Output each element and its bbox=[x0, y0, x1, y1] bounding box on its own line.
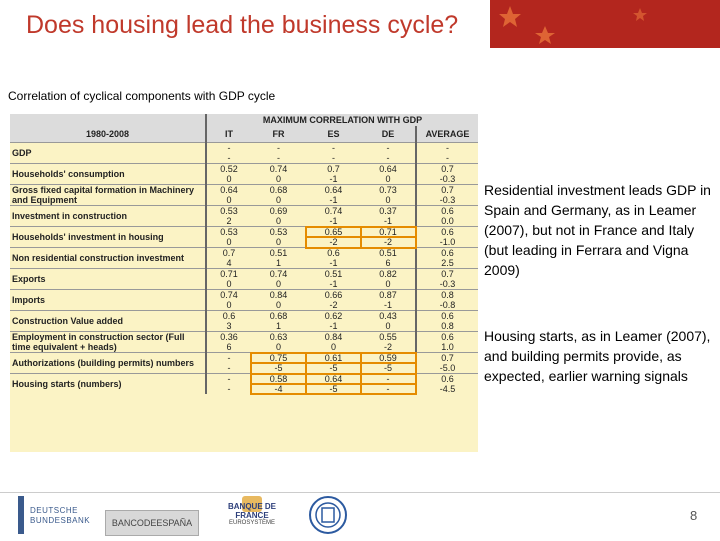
banco-de-espana-logo: BANCODEESPAÑA bbox=[105, 510, 199, 536]
correlation-cell: 0.51 bbox=[361, 248, 416, 259]
lead-lag-cell: 0 bbox=[206, 174, 251, 185]
correlation-cell: 0.84 bbox=[306, 332, 361, 343]
note-residential-investment: Residential investment leads GDP in Spain and Germany, as in Leamer (2007), but not in France and Italy (but leading in Ferrara and Vigna 2009) bbox=[484, 182, 711, 278]
banque-de-france-logo: BANQUE DE FRANCE EUROSYSTÈME bbox=[218, 496, 286, 536]
note-housing-starts: Housing starts, as in Leamer (2007), and building permits provide, as expected, earlier warning signals bbox=[484, 328, 711, 384]
lead-lag-cell: -1 bbox=[383, 216, 392, 226]
lead-lag-cell: 1 bbox=[275, 258, 281, 268]
china-flag-banner bbox=[490, 0, 720, 48]
row-label: Imports bbox=[10, 290, 206, 311]
correlation-cell: 0.71 bbox=[206, 269, 251, 280]
correlation-cell: - bbox=[306, 143, 361, 154]
lead-lag-cell: 0 bbox=[385, 174, 391, 184]
lead-lag-cell: 0 bbox=[206, 237, 251, 248]
star-icon bbox=[633, 8, 647, 21]
correlation-cell: 0.7 bbox=[416, 269, 478, 280]
lead-lag-cell: -5 bbox=[306, 384, 361, 394]
correlation-cell: 0.65 bbox=[306, 227, 361, 238]
lead-lag-cell: 6 bbox=[206, 342, 251, 353]
correlation-cell: 0.7 bbox=[416, 185, 478, 196]
period-header: 1980-2008 bbox=[10, 126, 206, 143]
correlation-cell: - bbox=[251, 143, 306, 154]
correlation-cell: 0.87 bbox=[361, 290, 416, 301]
correlation-cell: 0.6 bbox=[416, 374, 478, 385]
lead-lag-cell: -0.3 bbox=[416, 174, 478, 185]
lead-lag-cell: -1 bbox=[329, 174, 338, 184]
correlation-cell: 0.53 bbox=[206, 227, 251, 238]
lead-lag-cell: 0 bbox=[275, 216, 281, 226]
correlation-cell: 0.64 bbox=[306, 185, 361, 196]
correlation-cell: 0.68 bbox=[251, 185, 306, 196]
star-icon bbox=[535, 26, 555, 44]
correlation-cell: 0.7 bbox=[416, 353, 478, 364]
row-label: Households' consumption bbox=[10, 164, 206, 185]
correlation-cell: 0.6 bbox=[416, 311, 478, 322]
correlation-cell: 0.8 bbox=[416, 290, 478, 301]
lead-lag-cell: 0 bbox=[206, 195, 251, 206]
correlation-cell: 0.68 bbox=[251, 311, 306, 322]
correlation-cell: 0.6 bbox=[416, 332, 478, 343]
correlation-cell: 0.63 bbox=[251, 332, 306, 343]
lead-lag-cell: - bbox=[206, 363, 251, 374]
correlation-cell: - bbox=[416, 143, 478, 154]
lead-lag-cell: 0 bbox=[330, 342, 336, 352]
correlation-cell: 0.59 bbox=[361, 353, 416, 364]
banca-d-italia-logo bbox=[308, 494, 348, 536]
col-header-average: AVERAGE bbox=[416, 126, 478, 143]
lead-lag-cell: 0 bbox=[385, 279, 391, 289]
correlation-cell: 0.61 bbox=[306, 353, 361, 364]
correlation-cell: 0.7 bbox=[306, 164, 361, 175]
lead-lag-cell: 0 bbox=[385, 321, 391, 331]
lead-lag-cell: -2 bbox=[383, 342, 392, 352]
page-number: 8 bbox=[690, 508, 698, 523]
correlation-cell: - bbox=[361, 374, 416, 385]
correlation-cell: 0.52 bbox=[206, 164, 251, 175]
correlation-cell: 0.64 bbox=[206, 185, 251, 196]
lead-lag-cell: -2 bbox=[329, 300, 338, 310]
lead-lag-cell: - bbox=[361, 384, 416, 394]
correlation-cell: 0.66 bbox=[306, 290, 361, 301]
row-label: Non residential construction investment bbox=[10, 248, 206, 269]
lead-lag-cell: 0 bbox=[385, 195, 391, 205]
correlation-cell: 0.37 bbox=[361, 206, 416, 217]
lead-lag-cell: -1 bbox=[329, 216, 338, 226]
correlation-cell: 0.74 bbox=[251, 269, 306, 280]
correlation-cell: 0.53 bbox=[251, 227, 306, 238]
lead-lag-cell: 0 bbox=[206, 300, 251, 311]
correlation-cell: 0.53 bbox=[206, 206, 251, 217]
lead-lag-cell: -0.3 bbox=[416, 279, 478, 290]
correlation-cell: 0.51 bbox=[306, 269, 361, 280]
col-header-es: ES bbox=[306, 126, 361, 143]
lead-lag-cell: 0.0 bbox=[416, 216, 478, 227]
correlation-cell: 0.6 bbox=[416, 248, 478, 259]
lead-lag-cell: - bbox=[386, 153, 390, 163]
lead-lag-cell: 1.0 bbox=[416, 342, 478, 353]
lead-lag-cell: -0.3 bbox=[416, 195, 478, 206]
lead-lag-cell: - bbox=[206, 153, 251, 164]
correlation-cell: - bbox=[361, 143, 416, 154]
correlation-cell: 0.73 bbox=[361, 185, 416, 196]
correlation-cell: 0.43 bbox=[361, 311, 416, 322]
table-super-header: MAXIMUM CORRELATION WITH GDP bbox=[206, 114, 478, 126]
lead-lag-cell: - bbox=[206, 384, 251, 394]
lead-lag-cell: -5 bbox=[251, 363, 306, 374]
lead-lag-cell: - bbox=[277, 153, 280, 163]
lead-lag-cell: 1 bbox=[275, 321, 281, 331]
row-label: Exports bbox=[10, 269, 206, 290]
lead-lag-cell: -1.0 bbox=[416, 237, 478, 248]
correlation-table bbox=[10, 114, 478, 452]
lead-lag-cell: -5 bbox=[361, 363, 416, 374]
lead-lag-cell: -0.8 bbox=[416, 300, 478, 311]
lead-lag-cell: - bbox=[416, 153, 478, 164]
lead-lag-cell: -4.5 bbox=[416, 384, 478, 394]
correlation-cell: 0.7 bbox=[416, 164, 478, 175]
lead-lag-cell: 0 bbox=[275, 237, 281, 247]
lead-lag-cell: - bbox=[332, 153, 335, 163]
lead-lag-cell: 2.5 bbox=[416, 258, 478, 269]
correlation-cell: 0.6 bbox=[416, 206, 478, 217]
correlation-cell: 0.84 bbox=[251, 290, 306, 301]
lead-lag-cell: 0 bbox=[275, 174, 281, 184]
row-label: Construction Value added bbox=[10, 311, 206, 332]
row-label: Authorizations (building permits) numbers bbox=[10, 353, 206, 374]
correlation-cell: 0.6 bbox=[206, 311, 251, 322]
lead-lag-cell: 0 bbox=[206, 279, 251, 290]
table-caption: Correlation of cyclical components with GDP cycle bbox=[8, 89, 276, 103]
lead-lag-cell: 0 bbox=[275, 300, 281, 310]
correlation-cell: 0.6 bbox=[416, 227, 478, 238]
row-label: Employment in construction sector (Full time equivalent + heads) bbox=[10, 332, 206, 353]
correlation-cell: 0.64 bbox=[306, 374, 361, 385]
lead-lag-cell: -1 bbox=[329, 279, 338, 289]
row-label: Housing starts (numbers) bbox=[10, 374, 206, 395]
correlation-cell: 0.62 bbox=[306, 311, 361, 322]
footer-divider bbox=[0, 492, 720, 493]
lead-lag-cell: -2 bbox=[361, 237, 416, 248]
row-label: Gross fixed capital formation in Machinery and Equipment bbox=[10, 185, 206, 206]
correlation-cell: 0.74 bbox=[206, 290, 251, 301]
lead-lag-cell: -1 bbox=[329, 321, 338, 331]
row-label: GDP bbox=[10, 143, 206, 164]
correlation-cell: 0.6 bbox=[306, 248, 361, 259]
correlation-cell: 0.36 bbox=[206, 332, 251, 343]
lead-lag-cell: 0.8 bbox=[416, 321, 478, 332]
correlation-cell: - bbox=[206, 143, 251, 154]
correlation-cell: - bbox=[206, 374, 251, 385]
lead-lag-cell: -4 bbox=[251, 384, 306, 394]
lead-lag-cell: -5 bbox=[306, 363, 361, 374]
col-header-de: DE bbox=[361, 126, 416, 143]
lead-lag-cell: -1 bbox=[329, 258, 338, 268]
correlation-cell: 0.64 bbox=[361, 164, 416, 175]
row-label: Households' investment in housing bbox=[10, 227, 206, 248]
lead-lag-cell: -5.0 bbox=[416, 363, 478, 374]
star-icon bbox=[499, 6, 521, 27]
lead-lag-cell: 6 bbox=[385, 258, 391, 268]
bundesbank-logo: DEUTSCHE BUNDESBANK bbox=[16, 496, 90, 536]
lead-lag-cell: -1 bbox=[383, 300, 392, 310]
correlation-cell: 0.7 bbox=[206, 248, 251, 259]
correlation-cell: 0.71 bbox=[361, 227, 416, 238]
col-header-it: IT bbox=[206, 126, 251, 143]
lead-lag-cell: 0 bbox=[275, 195, 281, 205]
correlation-cell: 0.75 bbox=[251, 353, 306, 364]
lead-lag-cell: 3 bbox=[206, 321, 251, 332]
row-label: Investment in construction bbox=[10, 206, 206, 227]
col-header-fr: FR bbox=[251, 126, 306, 143]
correlation-cell: 0.74 bbox=[251, 164, 306, 175]
correlation-cell: 0.69 bbox=[251, 206, 306, 217]
lead-lag-cell: -2 bbox=[306, 237, 361, 248]
lead-lag-cell: 0 bbox=[275, 279, 281, 289]
lead-lag-cell: 0 bbox=[275, 342, 281, 352]
slide-title: Does housing lead the business cycle? bbox=[26, 11, 459, 39]
lead-lag-cell: 2 bbox=[206, 216, 251, 227]
correlation-cell: 0.51 bbox=[251, 248, 306, 259]
correlation-cell: - bbox=[206, 353, 251, 364]
correlation-cell: 0.82 bbox=[361, 269, 416, 280]
lead-lag-cell: -1 bbox=[329, 195, 338, 205]
correlation-cell: 0.55 bbox=[361, 332, 416, 343]
correlation-cell: 0.74 bbox=[306, 206, 361, 217]
correlation-cell: 0.58 bbox=[251, 374, 306, 385]
lead-lag-cell: 4 bbox=[206, 258, 251, 269]
